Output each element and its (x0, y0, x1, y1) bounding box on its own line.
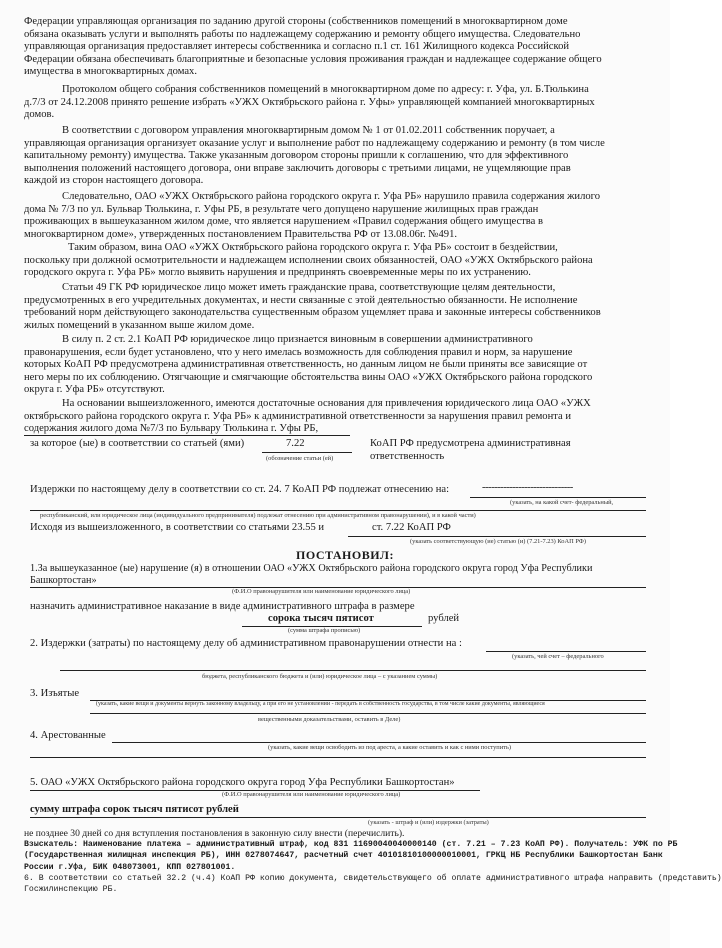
text-line: него меры по их соблюдению. Отягчающие и смягчающие обстоятельства вины ОАО «УЖХ Октябрьского района городского (24, 371, 593, 383)
text-line: Статьи 49 ГК РФ юридическое лицо может иметь гражданские права, соответствующие целям деятельности, (62, 282, 556, 293)
text-line: проживающих в вышеуказанном жилом доме, что является нарушением «Правил содержания общего имущества в (24, 216, 544, 228)
costs-caption-2: республиканский, или юридическое лица (индивидуального предпринимателя) подлежат отнесению при административном правонарушении), и в какой части) (40, 512, 476, 519)
text-line: поскольку при должной осмотрительности и надлежащем исполнении своих обязанностей, ОАО «УЖХ Октябрьского района (24, 254, 593, 266)
footer-line: России г.Уфа, БИК 048073001, КПП 027801001. (24, 862, 236, 872)
costs-underline (470, 497, 646, 498)
text-line: имущества в многоквартирных домах. (24, 66, 197, 78)
footer-line: (Государственная жилищная инспекция РБ), ИНН 0278074647, расчетный счет 40101810100000010001, ГРКЦ НБ Республики Башкортостан Банк (24, 851, 663, 861)
text-line: домов. (24, 109, 55, 121)
payment-details (24, 828, 722, 895)
item2-caption-1: (указать, чей счет – федерального (512, 653, 604, 660)
item3-text: 3. Изъятые (30, 688, 80, 699)
footer-line: 6. В соответствии со статьей 32.2 (ч.4) КоАП РФ копию документа, свидетельствующего об оплате административного штрафа направить (представить) (24, 873, 722, 883)
proceeding-underline (348, 536, 646, 537)
text-line: городского округа г. Уфа РБ» могло выявить нарушения и предпринять своевременные меры по их устранению. (24, 267, 531, 279)
text-line: правонарушения, если будет установлено, что у него имелась возможность для соблюдения правил и норм, за нарушение (24, 346, 573, 358)
text-line: предусмотренных в его учредительных документах, и нести связанные с этой деятельностью обязанности. Не исполнение (24, 294, 578, 306)
text-line: многоквартирном доме», утвержденных постановлением Правительства РФ от 13.08.06г. №491. (24, 228, 458, 240)
text-line: Протоколом общего собрания собственников помещений в многоквартирном доме по адресу: г. Уфа, ул. Б.Тюлькина (62, 84, 589, 95)
liability-article-underline (262, 452, 352, 453)
costs-underline-2 (30, 510, 646, 511)
item5-text: 5. ОАО «УЖХ Октябрьского района городского округа город Уфа Республики Башкортостан» (30, 777, 455, 788)
contract-paragraph (24, 125, 650, 188)
text-line: В силу п. 2 ст. 2.1 КоАП РФ юридическое лицо признается виновным в совершении административного (62, 334, 533, 345)
liability-article-caption: (обозначение статьи (ей) (266, 455, 334, 462)
basis-underline (24, 435, 350, 436)
text-line: капитальному ремонту) имущества. Также указанным договором стороны пришли к соглашению, что для эффективного (24, 150, 569, 162)
text-line: Таким образом, вина ОАО «УЖХ Октябрьского района городского округа г. Уфа РБ» состоит в бездействии, (68, 242, 558, 253)
item1-text-2: Башкортостан» (30, 575, 97, 586)
liability-text: КоАП РФ предусмотрена административная (370, 438, 571, 449)
text-line: выполнения положений настоящего договора, они вправе заключить договоры с третьими лицами, не ущемляющие прав (24, 162, 571, 174)
item1-text: 1.За вышеуказанное (ые) нарушение (я) в отношении ОАО «УЖХ Октябрьского района городского округа город Уфа Республики (30, 563, 593, 574)
text-line: д.7/3 от 24.12.2008 принято решение избрать «УЖХ Октябрьского района г. Уфы» управляющей компанией многоквартирных (24, 96, 595, 108)
item4-caption: (указать, какие вещи освободить из под ареста, а какие оставить и как с ними поступить) (268, 744, 511, 751)
costs-caption-1: (указать, на какой счет- федеральный, (510, 499, 614, 506)
text-line: требований норм действующего законодательства существенным образом ущемляет права и законные интересы собственников (24, 307, 601, 319)
consequently-paragraph (24, 191, 650, 241)
item4-text: 4. Арестованные (30, 730, 106, 741)
item4-underline (112, 742, 646, 743)
sum-underline (30, 817, 646, 818)
text-line: обязана оказывать услуги и выполнять работы по надлежащему содержанию и ремонту общего имущества. Следовательно (24, 28, 581, 40)
text-line: Следовательно, ОАО «УЖХ Октябрьского района городского округа г. Уфа РБ» нарушило правила содержания жилого (62, 191, 601, 202)
proceeding-article: ст. 7.22 КоАП РФ (372, 522, 451, 533)
text-line: содержания жилого дома №7/3 по Бульвару Тюлькина г. Уфы РБ, (24, 423, 319, 435)
article49-paragraph (24, 282, 650, 332)
item3-caption-1: (указать, какие вещи и документы вернуть законному владельцу, а при его не установлении - передать в собственность государства, в том числе какие документы, являющиеся (96, 701, 545, 707)
guilt-paragraph (24, 242, 650, 280)
proceeding-caption: (указать соответствующую (ие) статью (и) (7.21-7.23) КоАП РФ) (410, 538, 586, 545)
item2-underline-2 (60, 670, 646, 671)
costs-label: Издержки по настоящему делу в соответствии со ст. 24. 7 КоАП РФ подлежат отнесению на: (30, 484, 450, 495)
article21-paragraph (24, 334, 650, 397)
decision-title: ПОСТАНОВИЛ: (296, 548, 394, 562)
text-line: В соответствии с договором управления многоквартирным домом № 1 от 01.02.2011 собственник поручает, а (62, 125, 555, 136)
item5-caption: (Ф.И.О правонарушителя или наименование юридического лица) (222, 791, 401, 798)
item3-caption-2: вещественными доказательствами, оставить в Деле) (258, 716, 401, 723)
text-line: Федерации обязана обеспечивать благоприятные и безопасные условия проживания граждан и надлежащее содержание общего (24, 53, 602, 65)
text-line: управляющая организация организует оказание услуг и выполнение работ по надлежащему содержанию и ремонту (в том числе (24, 137, 605, 149)
text-line: На основании вышеизложенного, имеются достаточные основания для привлечения юридического лица ОАО «УЖХ (62, 398, 591, 409)
penalty-amount: сорока тысяч пятисот (268, 613, 374, 624)
intro-paragraph (24, 16, 650, 79)
liability-article: 7.22 (286, 438, 305, 449)
text-line: дома № 7/3 по ул. Бульвар Тюлькина, г. Уфы РБ, в результате чего допущено нарушение жилищных прав граждан (24, 203, 539, 215)
footer-line: не позднее 30 дней со дня вступления постановления в законную силу внести (перечислить). (24, 828, 405, 839)
text-line: каждой из сторон настоящего договора. (24, 175, 204, 187)
text-line: Федерации управляющая организация по заданию другой стороны (собственников помещений в многоквартирном доме (24, 16, 568, 27)
item4-underline-2 (30, 757, 646, 758)
costs-fill: ------------------------------ (482, 482, 573, 493)
footer-line: Госжилинспекцию РБ. (24, 885, 118, 895)
liability-label: за которое (ые) в соответствии со статьей (ями) (30, 438, 245, 449)
item2-underline (486, 651, 646, 652)
text-line: управляющая организация предоставляет интересы собственника и согласно п.1 ст. 161 Жилищного кодекса Российской (24, 41, 570, 53)
text-line: жилых помещений в указанном выше жилом доме. (24, 319, 255, 331)
item3-underline-2 (90, 713, 646, 714)
text-line: округа г. Уфа РБ» отсутствуют. (24, 384, 165, 396)
item1-caption: (Ф.И.О правонарушителя или наименование юридического лица) (232, 588, 411, 595)
proceeding-label: Исходя из вышеизложенного, в соответствии со статьями 23.55 и (30, 522, 325, 533)
penalty-caption: (сумма штрафа прописью) (288, 627, 361, 634)
basis-paragraph (24, 398, 650, 436)
text-line: октябрьского района городского округа г. Уфа РБ» к административной ответственности за нарушения правил ремонта и (24, 410, 572, 422)
protocol-paragraph (24, 84, 650, 122)
penalty-label: назначить административное наказание в виде административного штрафа в размере (30, 601, 415, 612)
item2-caption-2: бюджета, республиканского бюджета и (или) юридическое лица – с указанием суммы) (202, 673, 438, 680)
text-line: которых КоАП РФ предусмотрена административная ответственность, но данным лицом не были приняты все зависящие от (24, 359, 588, 371)
sum-text: сумму штрафа сорок тысяч пятисот рублей (30, 804, 239, 815)
penalty-currency: рублей (428, 613, 460, 624)
footer-line: Взыскатель: Наименование платежа – административный штраф, код 831 11690040040000140 (ст. 7.21 – 7.23 КоАП РФ). Получатель: УФК по РБ (24, 840, 678, 850)
item2-text: 2. Издержки (затраты) по настоящему делу об административном правонарушении отнести на : (30, 638, 462, 649)
liability-text-2: ответственность (370, 451, 445, 462)
sum-caption: (указать - штраф и (или) издержки (затраты) (368, 819, 489, 826)
